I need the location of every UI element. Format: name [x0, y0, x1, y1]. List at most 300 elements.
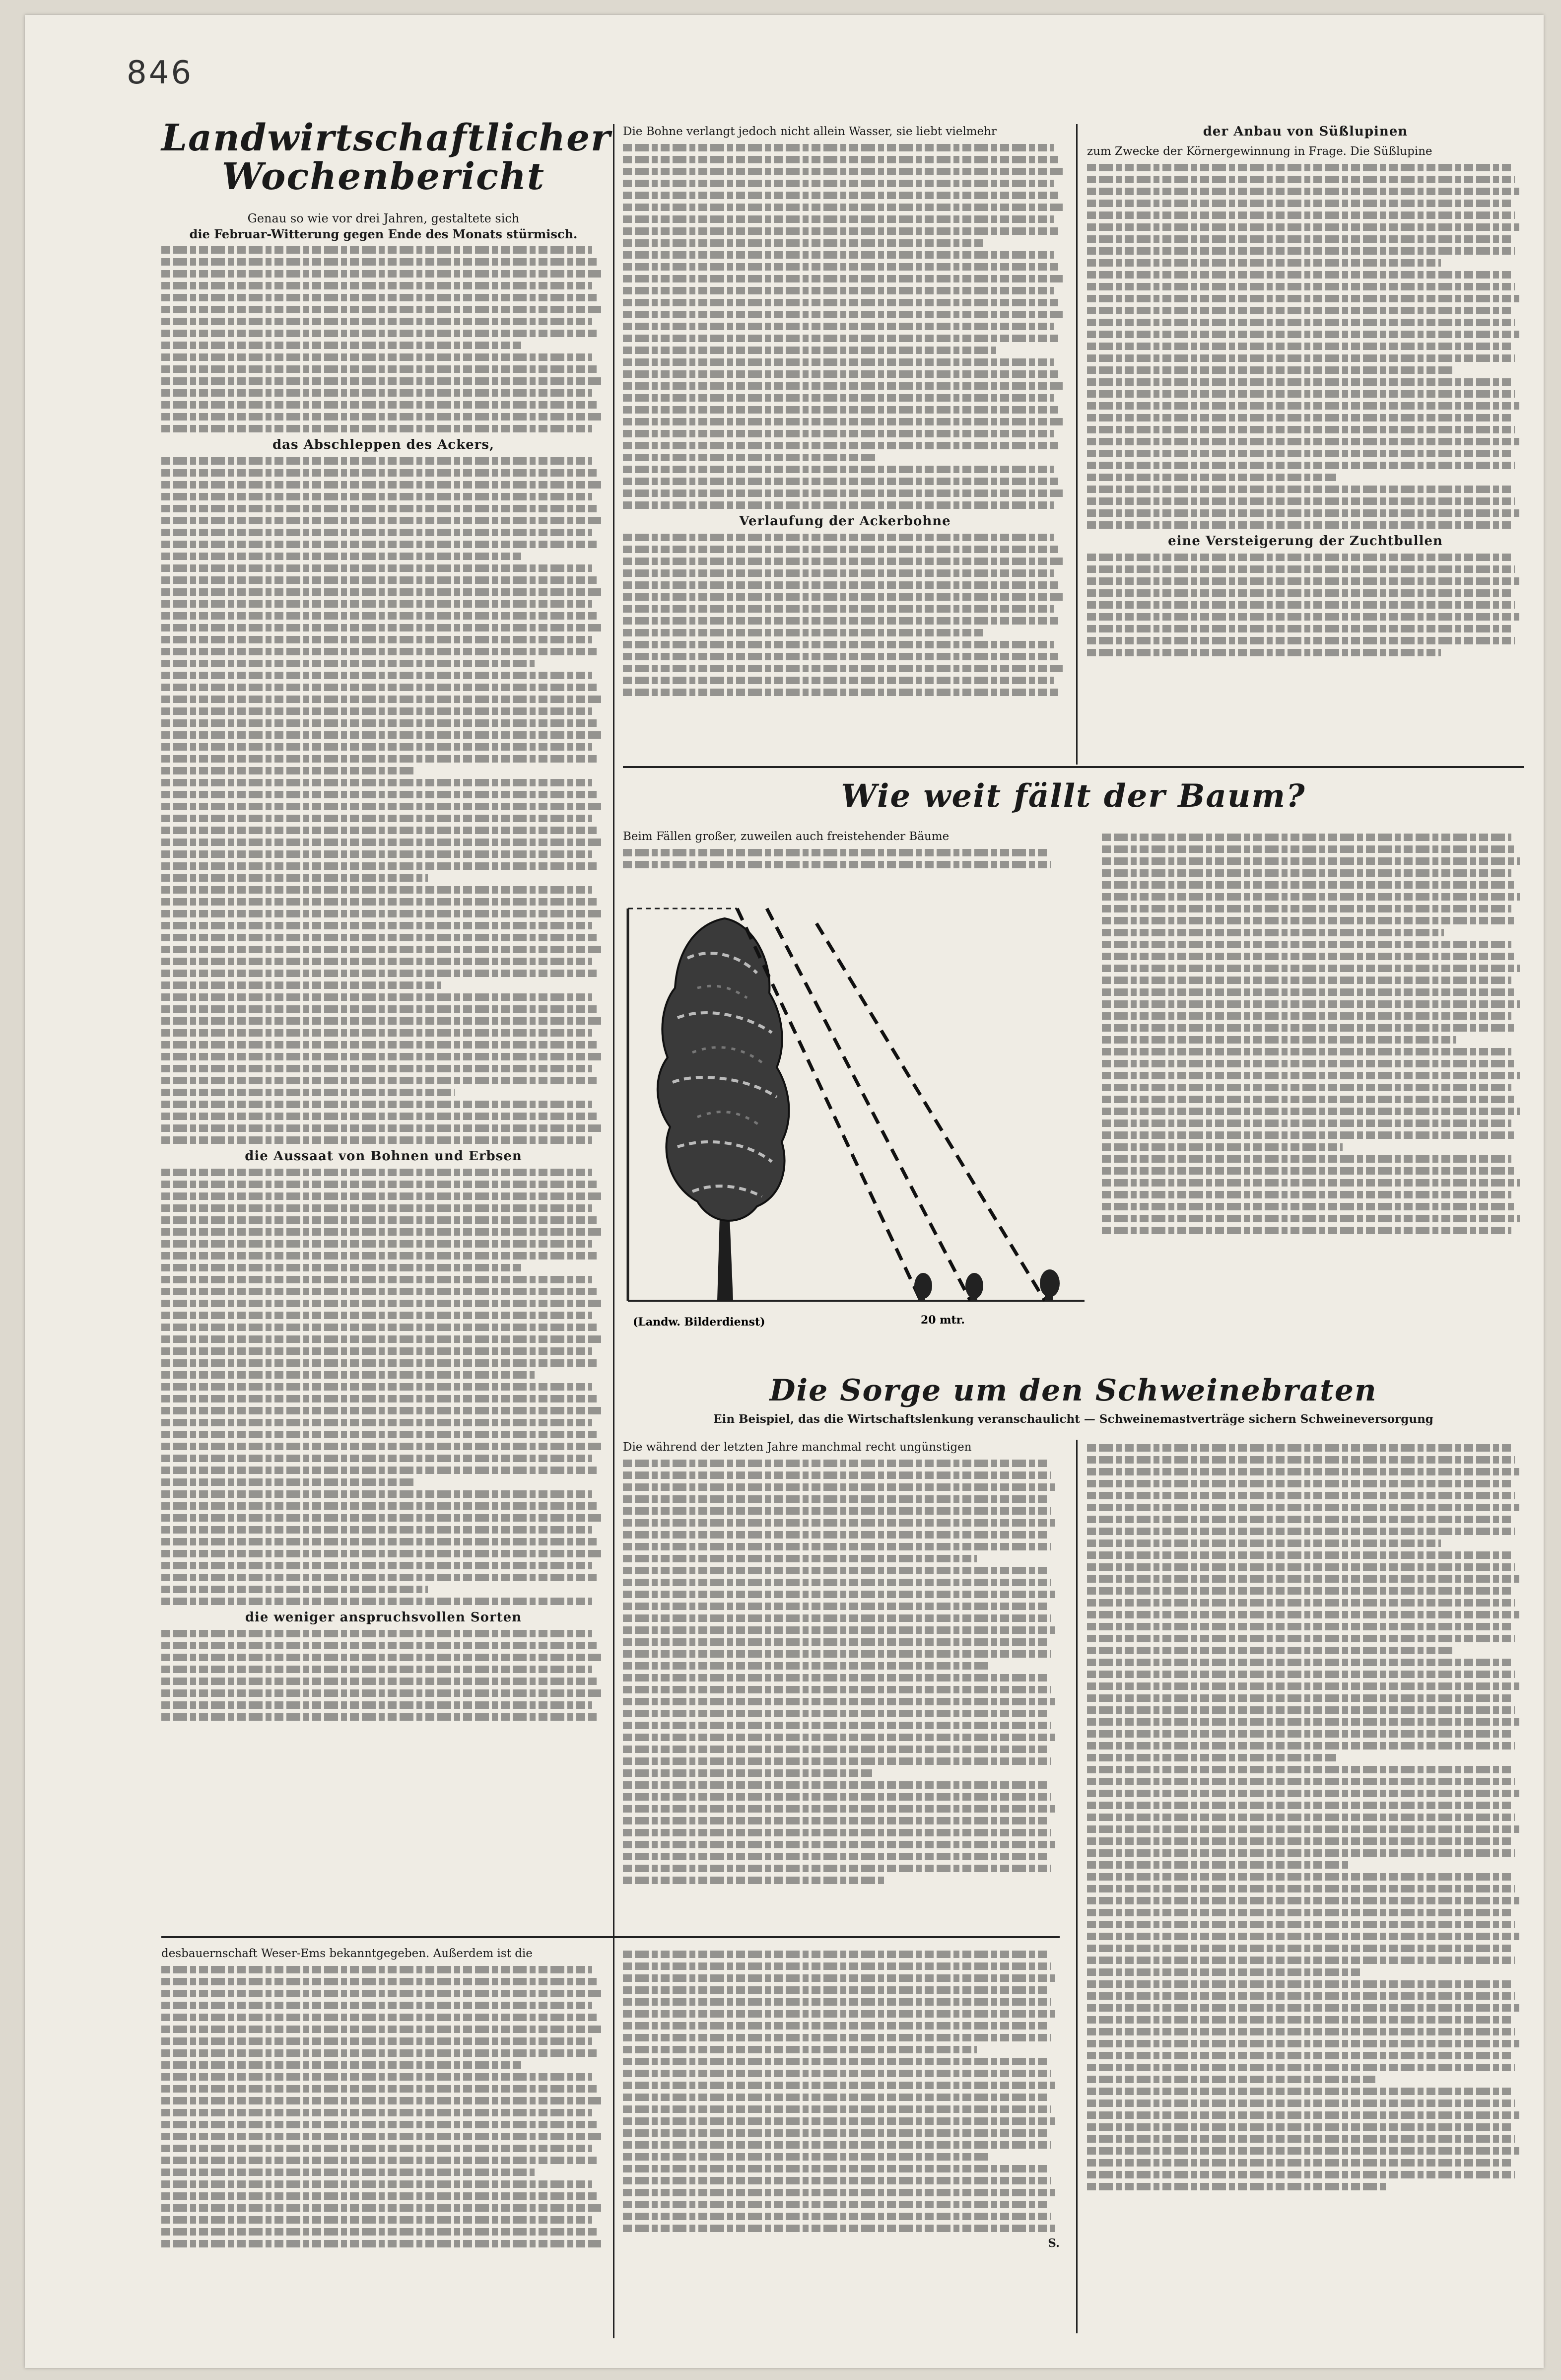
- text-line-placeholder: [161, 481, 601, 489]
- text-line-placeholder: [161, 541, 597, 548]
- text-line-placeholder: [1102, 881, 1515, 889]
- text-line-placeholder: [161, 1065, 592, 1072]
- text-line-placeholder: [1102, 1060, 1515, 1067]
- body-text-block: [1102, 834, 1524, 1234]
- newspaper-page: [25, 15, 1544, 2368]
- body-text-block: [1087, 1444, 1524, 2190]
- text-line-placeholder: [161, 1538, 597, 1545]
- text-line-placeholder: [623, 2034, 1051, 2041]
- text-line-placeholder: [623, 2225, 1055, 2232]
- text-line-placeholder: [1102, 905, 1511, 912]
- text-line-placeholder: [623, 358, 1054, 366]
- text-line-placeholder: [161, 270, 601, 278]
- text-line-placeholder: [1087, 319, 1515, 326]
- text-line-placeholder: [1087, 1516, 1511, 1523]
- body-text-block: [623, 1460, 1060, 1884]
- text-line-placeholder: [1087, 343, 1511, 350]
- text-line-placeholder: [623, 2046, 977, 2053]
- body-text-block: [161, 457, 606, 1144]
- text-line-placeholder: [1087, 613, 1519, 621]
- text-line-placeholder: [161, 648, 597, 655]
- text-line-placeholder: [161, 2037, 592, 2045]
- text-line-placeholder: [623, 490, 1063, 497]
- page-number: 846: [127, 55, 194, 91]
- text-line-placeholder: [623, 144, 1054, 151]
- text-line-placeholder: [161, 981, 441, 989]
- text-line-placeholder: [1087, 1682, 1519, 1690]
- text-line-placeholder: [161, 1407, 601, 1414]
- intro-line-2: die Februar-Witterung gegen Ende des Monats stürmisch.: [189, 227, 578, 242]
- text-line-placeholder: [623, 1817, 1047, 1824]
- text-line-placeholder: [161, 696, 601, 703]
- text-line-placeholder: [161, 1678, 597, 1685]
- text-line-placeholder: [161, 1005, 597, 1013]
- text-line-placeholder: [1087, 164, 1511, 171]
- article-baum-intro: [623, 829, 1060, 872]
- text-line-placeholder: [623, 2213, 1051, 2220]
- text-line-placeholder: [1087, 2040, 1519, 2047]
- text-line-placeholder: [161, 258, 597, 266]
- text-line-placeholder: [623, 593, 1063, 601]
- text-line-placeholder: [161, 1053, 601, 1060]
- text-line-placeholder: [1102, 1108, 1520, 1115]
- text-line-placeholder: [623, 2177, 1051, 2184]
- text-line-placeholder: [623, 1757, 1051, 1765]
- text-line-placeholder: [161, 318, 592, 325]
- text-line-placeholder: [1087, 1504, 1519, 1511]
- text-line-placeholder: [161, 553, 521, 560]
- text-line-placeholder: [161, 2204, 601, 2212]
- text-line-placeholder: [623, 2058, 1047, 2065]
- text-line-placeholder: [1087, 1897, 1519, 1904]
- text-line-placeholder: [161, 600, 592, 608]
- column-divider: [613, 124, 614, 2338]
- text-line-placeholder: [1102, 1036, 1456, 1044]
- text-line-placeholder: [623, 546, 1058, 553]
- text-line-placeholder: [1087, 271, 1511, 279]
- text-line-placeholder: [161, 839, 601, 846]
- text-line-placeholder: [623, 382, 1063, 390]
- text-line-placeholder: [1087, 1563, 1515, 1571]
- text-line-placeholder: [161, 815, 592, 822]
- text-line-placeholder: [1087, 1885, 1515, 1892]
- text-line-placeholder: [161, 1335, 601, 1343]
- text-line-placeholder: [161, 2026, 601, 2033]
- text-line-placeholder: [623, 617, 1058, 625]
- text-line-placeholder: [1087, 601, 1515, 609]
- text-line-placeholder: [623, 581, 1058, 589]
- text-line-placeholder: [161, 1216, 597, 1224]
- text-line-placeholder: [161, 827, 597, 834]
- text-line-placeholder: [623, 689, 1058, 696]
- text-line-placeholder: [161, 910, 601, 917]
- text-line-placeholder: [1102, 1120, 1511, 1127]
- text-line-placeholder: [1102, 893, 1520, 901]
- text-line-placeholder: [623, 2189, 1055, 2196]
- text-line-placeholder: [623, 1460, 1047, 1467]
- title-line-1: Landwirtschaftlicher: [161, 117, 611, 159]
- text-line-placeholder: [1102, 965, 1520, 972]
- text-line-placeholder: [161, 1978, 597, 1985]
- text-line-placeholder: [623, 1662, 990, 1670]
- article-title: Die Sorge um den Schweinebraten: [769, 1373, 1377, 1408]
- scale-label: 20 mtr.: [921, 1314, 965, 1327]
- text-line-placeholder: [1087, 1623, 1511, 1630]
- text-line-placeholder: [623, 180, 1054, 187]
- article-baum-text: [1102, 829, 1524, 1238]
- text-line-placeholder: [623, 1638, 1047, 1646]
- text-line-placeholder: [623, 418, 1063, 425]
- text-line-placeholder: [1087, 426, 1515, 433]
- text-line-placeholder: [161, 898, 597, 906]
- text-line-placeholder: [161, 425, 592, 432]
- text-line-placeholder: [161, 779, 592, 786]
- text-line-placeholder: [161, 922, 592, 929]
- text-line-placeholder: [1087, 295, 1519, 302]
- text-line-placeholder: [623, 1781, 1047, 1789]
- text-line-placeholder: [161, 1443, 601, 1450]
- text-line-placeholder: [623, 534, 1054, 541]
- text-line-placeholder: [1087, 1730, 1511, 1738]
- text-line-placeholder: [161, 1017, 601, 1025]
- text-line-placeholder: [1087, 2111, 1519, 2119]
- text-line-placeholder: [161, 2073, 592, 2081]
- text-line-placeholder: [161, 791, 597, 798]
- text-line-placeholder: [161, 493, 592, 500]
- text-line-placeholder: [1087, 200, 1511, 207]
- text-line-placeholder: [161, 803, 601, 810]
- text-line-placeholder: [161, 2157, 597, 2164]
- text-line-placeholder: [1102, 1227, 1511, 1234]
- text-line-placeholder: [1087, 1706, 1515, 1714]
- text-line-placeholder: [1087, 259, 1441, 267]
- text-line-placeholder: [1087, 223, 1519, 231]
- text-line-placeholder: [161, 707, 592, 715]
- article-schweinebraten-col1: [623, 1440, 1060, 1888]
- text-line-placeholder: [1087, 497, 1515, 505]
- text-line-placeholder: [161, 1041, 597, 1049]
- text-line-placeholder: [161, 2097, 601, 2104]
- text-line-placeholder: [1087, 1742, 1515, 1750]
- text-line-placeholder: [1102, 917, 1515, 924]
- text-line-placeholder: [161, 517, 601, 524]
- text-line-placeholder: [161, 1124, 601, 1132]
- text-line-placeholder: [1102, 1012, 1511, 1020]
- text-line-placeholder: [623, 1841, 1055, 1848]
- text-line-placeholder: [1087, 1766, 1511, 1773]
- text-line-placeholder: [1087, 2076, 1375, 2083]
- sight-line-2: [767, 909, 970, 1301]
- text-line-placeholder: [1102, 845, 1515, 853]
- text-line-placeholder: [1087, 649, 1441, 656]
- subhead: Verlaufung der Ackerbohne: [739, 514, 951, 529]
- text-line-placeholder: [623, 323, 1054, 330]
- text-line-placeholder: [161, 1101, 592, 1108]
- text-line-placeholder: [1087, 1611, 1519, 1618]
- text-line-placeholder: [161, 1089, 455, 1096]
- text-line-placeholder: [161, 1431, 597, 1438]
- text-line-placeholder: [161, 2240, 601, 2247]
- text-line-placeholder: [161, 1192, 601, 1200]
- text-line-placeholder: [161, 1395, 597, 1402]
- text-line-placeholder: [1087, 307, 1511, 314]
- text-line-placeholder: [1087, 1873, 1511, 1881]
- text-line-placeholder: [623, 1591, 1055, 1598]
- text-line-placeholder: [1087, 1837, 1511, 1845]
- text-line-placeholder: [623, 1674, 1047, 1681]
- text-line-placeholder: [623, 653, 1058, 660]
- text-line-placeholder: [161, 2109, 592, 2116]
- text-line-placeholder: [1087, 1528, 1515, 1535]
- text-line-placeholder: [1102, 1155, 1511, 1163]
- text-line-placeholder: [623, 677, 1054, 684]
- title-line-2: Wochenbericht: [221, 155, 545, 198]
- text-line-placeholder: [161, 282, 592, 289]
- text-line-placeholder: [161, 755, 597, 763]
- text-line-placeholder: [623, 849, 1047, 856]
- text-line-placeholder: [623, 347, 996, 354]
- text-line-placeholder: [1102, 1215, 1520, 1222]
- text-line-placeholder: [623, 605, 1054, 613]
- text-line-placeholder: [161, 874, 428, 882]
- text-line-placeholder: [623, 2129, 1047, 2137]
- text-line-placeholder: [623, 204, 1063, 211]
- text-line-placeholder: [161, 934, 597, 941]
- article-saatgut-col2: [623, 1946, 1060, 2251]
- text-line-placeholder: [1087, 438, 1519, 445]
- text-line-placeholder: [161, 2061, 521, 2069]
- text-line-placeholder: [1087, 1968, 1362, 1976]
- text-line-placeholder: [161, 1240, 592, 1248]
- text-line-placeholder: [1087, 2147, 1519, 2155]
- text-line-placeholder: [623, 1829, 1051, 1836]
- text-line-placeholder: [623, 251, 1054, 259]
- text-line-placeholder: [1087, 1909, 1511, 1916]
- article-baum: [623, 779, 1524, 813]
- text-line-placeholder: [161, 1181, 597, 1188]
- text-line-placeholder: [1102, 929, 1444, 936]
- text-line-placeholder: [161, 1689, 601, 1697]
- text-line-placeholder: [623, 442, 1058, 449]
- text-line-placeholder: [623, 335, 1058, 342]
- text-line-placeholder: [1087, 366, 1454, 374]
- body-text-block: [623, 849, 1060, 868]
- text-line-placeholder: [161, 342, 521, 349]
- text-line-placeholder: [623, 394, 1054, 402]
- body-text-block: [161, 1966, 606, 2247]
- text-line-placeholder: [161, 624, 601, 631]
- article-saatgut-col1: [161, 1946, 606, 2251]
- column-divider: [1076, 1440, 1078, 2333]
- text-line-placeholder: [161, 1701, 592, 1709]
- column-first-line: Beim Fällen großer, zuweilen auch freistehender Bäume: [623, 830, 950, 843]
- text-line-placeholder: [1102, 1143, 1343, 1151]
- article-suesslupinen: [1087, 124, 1524, 660]
- text-line-placeholder: [1102, 1096, 1515, 1103]
- text-line-placeholder: [623, 1471, 1051, 1479]
- text-line-placeholder: [161, 246, 592, 254]
- text-line-placeholder: [161, 1467, 597, 1474]
- text-line-placeholder: [623, 454, 876, 461]
- text-line-placeholder: [161, 1478, 414, 1486]
- text-line-placeholder: [623, 1746, 1047, 1753]
- text-line-placeholder: [1087, 1492, 1515, 1499]
- text-line-placeholder: [161, 743, 592, 751]
- text-line-placeholder: [1087, 390, 1515, 398]
- text-line-placeholder: [623, 168, 1063, 175]
- text-line-placeholder: [161, 1359, 597, 1367]
- text-line-placeholder: [623, 263, 1058, 271]
- text-line-placeholder: [1087, 1635, 1515, 1642]
- text-line-placeholder: [161, 505, 597, 512]
- text-line-placeholder: [1087, 1754, 1336, 1761]
- text-line-placeholder: [623, 1805, 1055, 1813]
- text-line-placeholder: [161, 330, 597, 337]
- text-line-placeholder: [161, 719, 597, 727]
- text-line-placeholder: [161, 1383, 592, 1391]
- text-line-placeholder: [1087, 1694, 1511, 1702]
- text-line-placeholder: [161, 457, 592, 465]
- text-line-placeholder: [1087, 1957, 1515, 1964]
- subhead: das Abschleppen des Ackers,: [272, 437, 495, 453]
- text-line-placeholder: [161, 1288, 597, 1295]
- text-line-placeholder: [1087, 1468, 1519, 1475]
- text-line-placeholder: [623, 275, 1063, 282]
- text-line-placeholder: [1087, 1575, 1519, 1583]
- text-line-placeholder: [1102, 988, 1515, 996]
- text-line-placeholder: [161, 1990, 601, 1997]
- text-line-placeholder: [1087, 354, 1515, 362]
- text-line-placeholder: [1087, 188, 1519, 195]
- text-line-placeholder: [161, 1502, 597, 1510]
- text-line-placeholder: [1087, 637, 1515, 644]
- text-line-placeholder: [1087, 247, 1515, 255]
- text-line-placeholder: [161, 1312, 592, 1319]
- text-line-placeholder: [1087, 2016, 1511, 2024]
- text-line-placeholder: [161, 1630, 592, 1637]
- text-line-placeholder: [623, 1686, 1051, 1693]
- text-line-placeholder: [623, 287, 1054, 294]
- body-text-block: [1087, 164, 1524, 529]
- text-line-placeholder: [623, 1998, 1051, 2006]
- text-line-placeholder: [623, 1877, 885, 1884]
- text-line-placeholder: [161, 612, 597, 620]
- text-line-placeholder: [161, 365, 597, 373]
- text-line-placeholder: [623, 2094, 1047, 2101]
- text-line-placeholder: [623, 2117, 1055, 2125]
- text-line-placeholder: [623, 1650, 1051, 1658]
- text-line-placeholder: [1087, 378, 1511, 386]
- text-line-placeholder: [1102, 1048, 1511, 1055]
- text-line-placeholder: [1087, 2088, 1511, 2095]
- text-line-placeholder: [1102, 1191, 1511, 1198]
- text-line-placeholder: [161, 1562, 592, 1569]
- text-line-placeholder: [161, 353, 592, 361]
- column-first-line: Die Bohne verlangt jedoch nicht allein Wasser, sie liebt vielmehr: [623, 125, 997, 138]
- text-line-placeholder: [623, 215, 1054, 223]
- text-line-placeholder: [161, 306, 601, 313]
- text-line-placeholder: [161, 1455, 592, 1462]
- text-line-placeholder: [623, 1567, 1047, 1574]
- text-line-placeholder: [161, 1526, 592, 1534]
- text-line-placeholder: [161, 2180, 592, 2188]
- body-text-block: [161, 246, 606, 432]
- text-line-placeholder: [623, 1974, 1055, 1982]
- text-line-placeholder: [161, 294, 597, 301]
- text-line-placeholder: [161, 2049, 597, 2057]
- text-line-placeholder: [1087, 211, 1515, 219]
- text-line-placeholder: [623, 1495, 1047, 1503]
- text-line-placeholder: [1087, 2183, 1388, 2190]
- text-line-placeholder: [1087, 1778, 1515, 1785]
- text-line-placeholder: [1102, 953, 1515, 960]
- text-line-placeholder: [623, 2201, 1047, 2208]
- subhead: die weniger anspruchsvollen Sorten: [245, 1610, 522, 1625]
- text-line-placeholder: [623, 1519, 1055, 1527]
- text-line-placeholder: [623, 2010, 1055, 2018]
- tree-crown-icon: [658, 918, 789, 1221]
- text-line-placeholder: [161, 2133, 601, 2140]
- body-text-block: [623, 534, 1067, 696]
- text-line-placeholder: [1102, 1084, 1511, 1091]
- text-line-placeholder: [1087, 554, 1511, 561]
- text-line-placeholder: [1087, 589, 1511, 597]
- text-line-placeholder: [623, 2165, 1047, 2172]
- text-line-placeholder: [1102, 1179, 1520, 1187]
- tree-measurement-illustration: [623, 889, 1099, 1375]
- text-line-placeholder: [161, 1136, 592, 1144]
- text-line-placeholder: [1087, 2064, 1515, 2071]
- text-line-placeholder: [623, 1962, 1051, 1970]
- text-line-placeholder: [1087, 1980, 1511, 1988]
- text-line-placeholder: [623, 665, 1063, 672]
- text-line-placeholder: [161, 529, 592, 536]
- text-line-placeholder: [1102, 1024, 1515, 1032]
- article-landwirtschaft-col2: [623, 124, 1067, 700]
- article-landwirtschaft-col1: [161, 117, 611, 1724]
- column-divider: [1076, 124, 1078, 765]
- text-line-placeholder: [1087, 1790, 1519, 1797]
- text-line-placeholder: [161, 946, 601, 953]
- text-line-placeholder: [161, 413, 601, 420]
- text-line-placeholder: [161, 401, 597, 409]
- text-line-placeholder: [623, 299, 1058, 306]
- intro-line-1: Genau so wie vor drei Jahren, gestaltete sich: [247, 211, 520, 226]
- text-line-placeholder: [1087, 1861, 1349, 1869]
- tree-trunk: [717, 1216, 733, 1301]
- text-line-placeholder: [623, 2070, 1051, 2077]
- text-line-placeholder: [623, 466, 1054, 473]
- observer-figure-2: [965, 1273, 983, 1301]
- text-line-placeholder: [1087, 235, 1511, 243]
- text-line-placeholder: [161, 993, 592, 1001]
- text-line-placeholder: [623, 2105, 1051, 2113]
- text-line-placeholder: [1087, 565, 1515, 573]
- text-line-placeholder: [161, 636, 592, 643]
- text-line-placeholder: [161, 2121, 597, 2128]
- text-line-placeholder: [1087, 2159, 1511, 2167]
- text-line-placeholder: [161, 1276, 592, 1283]
- text-line-placeholder: [161, 389, 592, 397]
- text-line-placeholder: [1087, 331, 1519, 338]
- text-line-placeholder: [1087, 1814, 1515, 1821]
- text-line-placeholder: [623, 370, 1058, 378]
- subhead: die Aussaat von Bohnen und Erbsen: [245, 1149, 522, 1164]
- text-line-placeholder: [623, 629, 983, 636]
- text-line-placeholder: [1087, 1945, 1511, 1952]
- text-line-placeholder: [161, 2216, 592, 2224]
- text-line-placeholder: [161, 2002, 592, 2009]
